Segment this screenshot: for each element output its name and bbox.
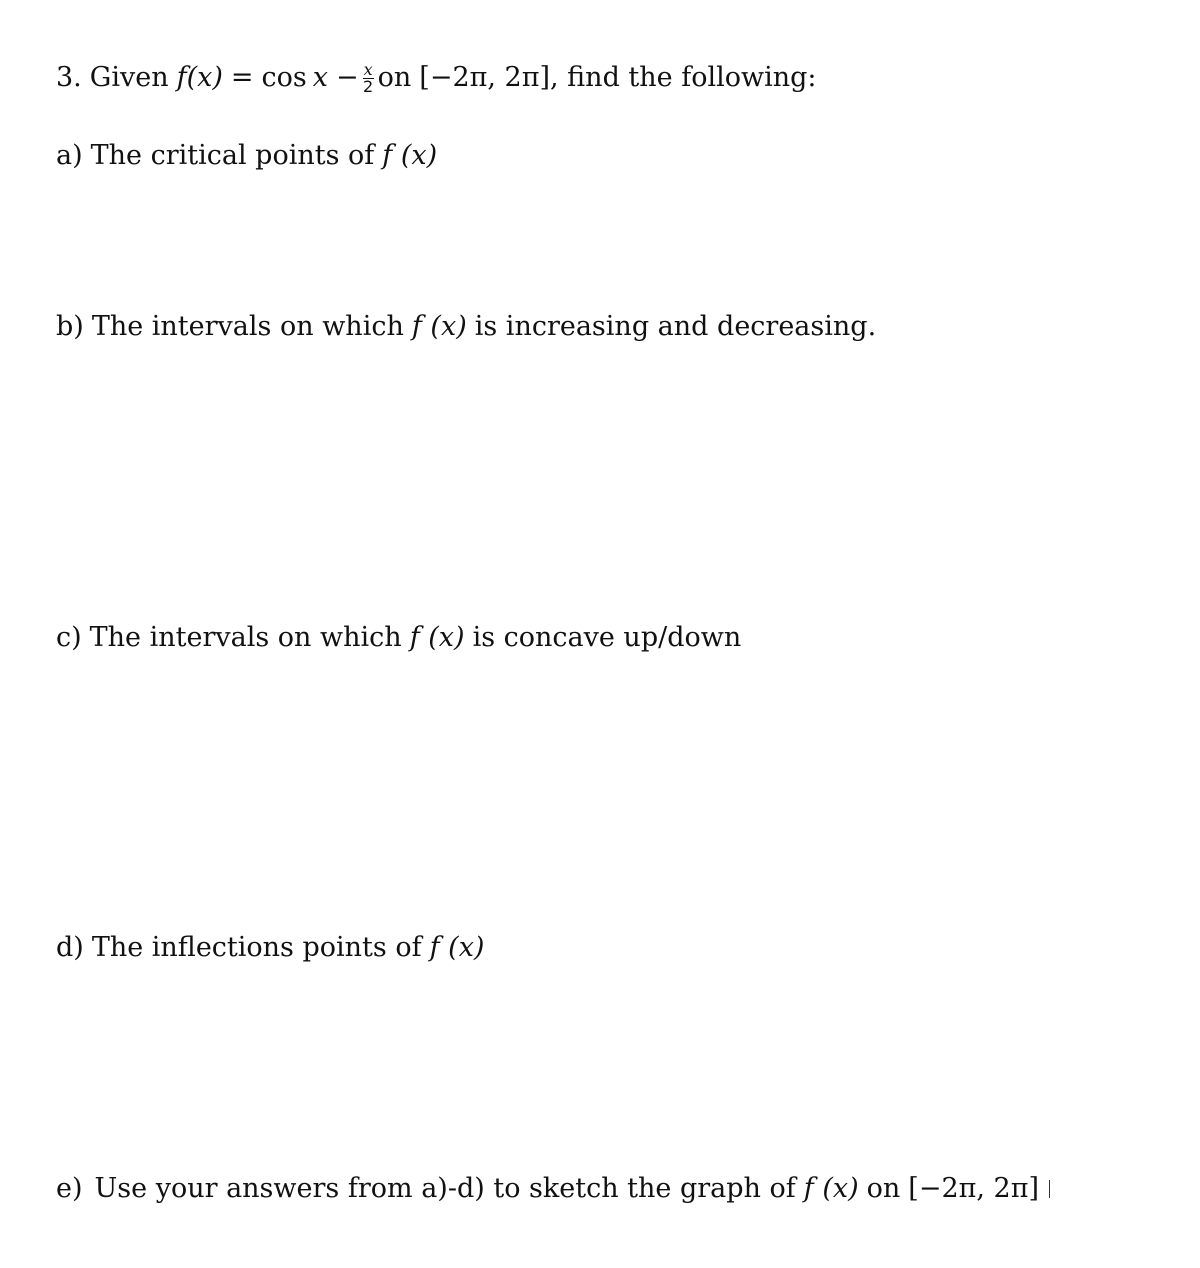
cut-off-glyph <box>1049 1180 1053 1198</box>
problem-tail: , find the following: <box>550 62 817 93</box>
part-c-text-after: is concave up/down <box>472 622 742 653</box>
problem-statement <box>56 61 817 95</box>
part-e-text-before: Use your answers from a)-d) to sketch the graph of <box>94 1173 796 1204</box>
fraction-denominator: 2 <box>363 76 374 96</box>
function-name: f <box>176 62 187 93</box>
fraction-numerator: x <box>363 59 373 79</box>
fraction-x-over-2 <box>363 59 374 96</box>
part-c-function: f (x) <box>409 622 465 653</box>
part-c-label: c) <box>56 622 82 653</box>
part-b-text-before: The intervals on which <box>91 311 404 342</box>
part-d-label: d) <box>56 932 84 963</box>
on-word: on <box>377 62 412 93</box>
domain-interval: [−2π, 2π] <box>419 62 550 93</box>
part-e-on-word: on <box>866 1173 901 1204</box>
part-b <box>56 310 876 344</box>
problem-number: 3. <box>56 62 82 93</box>
function-argument: (x) <box>186 62 223 93</box>
part-b-function: f (x) <box>411 311 467 342</box>
part-e-function: f (x) <box>803 1173 859 1204</box>
given-word: Given <box>89 62 169 93</box>
part-b-text-after: is increasing and decreasing. <box>474 311 877 342</box>
part-a <box>56 139 437 173</box>
part-e <box>56 1172 1053 1206</box>
part-a-text: The critical points of <box>90 140 375 171</box>
part-e-interval: [−2π, 2π] <box>908 1173 1039 1204</box>
cos-variable: x <box>312 62 328 93</box>
minus-sign: − <box>335 62 359 93</box>
part-e-label: e) <box>56 1173 83 1204</box>
part-c-text-before: The intervals on which <box>89 622 402 653</box>
part-d-text: The inflections points of <box>91 932 422 963</box>
part-b-label: b) <box>56 311 84 342</box>
part-a-function: f (x) <box>382 140 438 171</box>
part-a-label: a) <box>56 140 83 171</box>
equals-sign: = <box>230 62 254 93</box>
part-d-function: f (x) <box>429 932 485 963</box>
part-d <box>56 931 484 965</box>
cos-operator: cos <box>261 62 307 93</box>
part-c <box>56 621 741 655</box>
